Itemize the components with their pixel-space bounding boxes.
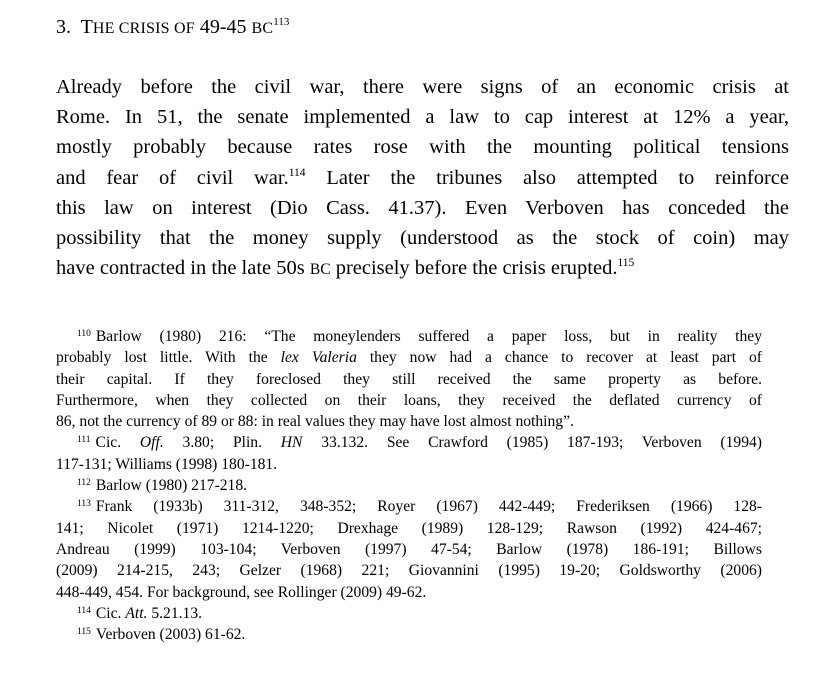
body-paragraph [56, 72, 789, 283]
heading-years: 49-45 [199, 16, 247, 38]
note-ref-115[interactable]: 115 [617, 257, 635, 270]
footnote-number: 112 [77, 478, 91, 489]
footnote-number: 111 [77, 435, 91, 446]
footnote-number: 115 [77, 627, 91, 638]
footnote-112: $^{112}$ Barlow (1980) 217-218. [77, 477, 248, 495]
body-line: this law on interest (Dio Cass. 41.37). Even Verboven has conceded the [56, 196, 789, 219]
footnote-114: $^{114}$ Cic. Att. 5.21.13. [77, 604, 203, 622]
bc-smallcaps: BC [309, 261, 331, 279]
section-heading [56, 14, 289, 42]
body-line: possibility that the money supply (understood as the stock of coin) may [56, 226, 789, 249]
note-ref-114[interactable]: 114 [288, 166, 306, 179]
footnote-number: 114 [77, 605, 91, 616]
footnote-115: $^{115}$ Verboven (2003) 61-62. [77, 626, 246, 644]
footnote-number: 110 [77, 329, 91, 339]
heading-the: T [80, 16, 93, 38]
footnote-111: $^{111}$ Cic. Off. 3.80; Plin. HN 33.132. See Crawford (1985) 187-193; Verboven (1994) 117-131; Williams (1998) 180-181. [56, 434, 762, 473]
body-line: Rome. In 51, the senate implemented a law to cap interest at 12% a year, [56, 106, 789, 129]
heading-title-smallcaps: HE CRISIS OF [92, 20, 195, 37]
heading-note-ref[interactable]: 113 [273, 16, 290, 28]
section-number: 3. [56, 16, 71, 38]
body-line: Already before the civil war, there were signs of an economic crisis at [56, 76, 789, 98]
footnotes [56, 326, 762, 645]
footnote-113: $^{113}$ Frank (1933b) 311-312, 348-352; Royer (1967) 442-449; Frederiksen (1966) 128- 141; Nicolet (1971) 1214-1220; Drexhage (1989) 128-129; Rawson (1992) 424-467; Andreau (1999) 103-104; Verboven (1997) 47-54; Barlow (1978) 186-191; Billows (2009) 214-215, 243; Gelzer (1968) 221; Giovannini (1995) 19-20; Goldsworthy (2006) 448-449, 454. For background, see Rollinger (2009) 49-62. [56, 498, 762, 601]
footnote-number: 113 [77, 499, 91, 510]
body-line: have contracted in the late 50s BC precisely before the crisis erupted.$^{115}$ [56, 257, 635, 280]
footnote-110: $^{110}$ Barlow (1980) 216: “The moneylenders suffered a paper loss, but in reality they probably lost little. With the lex Valeria they now had a chance to recover at least part of their capital. If they foreclosed they still received the same property as before. Furthermore, when they collected on their loans, they received the deflated currency of 86, not the currency of 89 or 88: in real values they may have lost almost nothing”. [56, 328, 762, 431]
body-line: and fear of civil war.$^{114}$ Later the tribunes also attempted to reinforce [56, 166, 789, 189]
body-line: mostly probably because rates rose with the mounting political tensions [56, 136, 789, 159]
heading-bc: BC [251, 20, 274, 37]
